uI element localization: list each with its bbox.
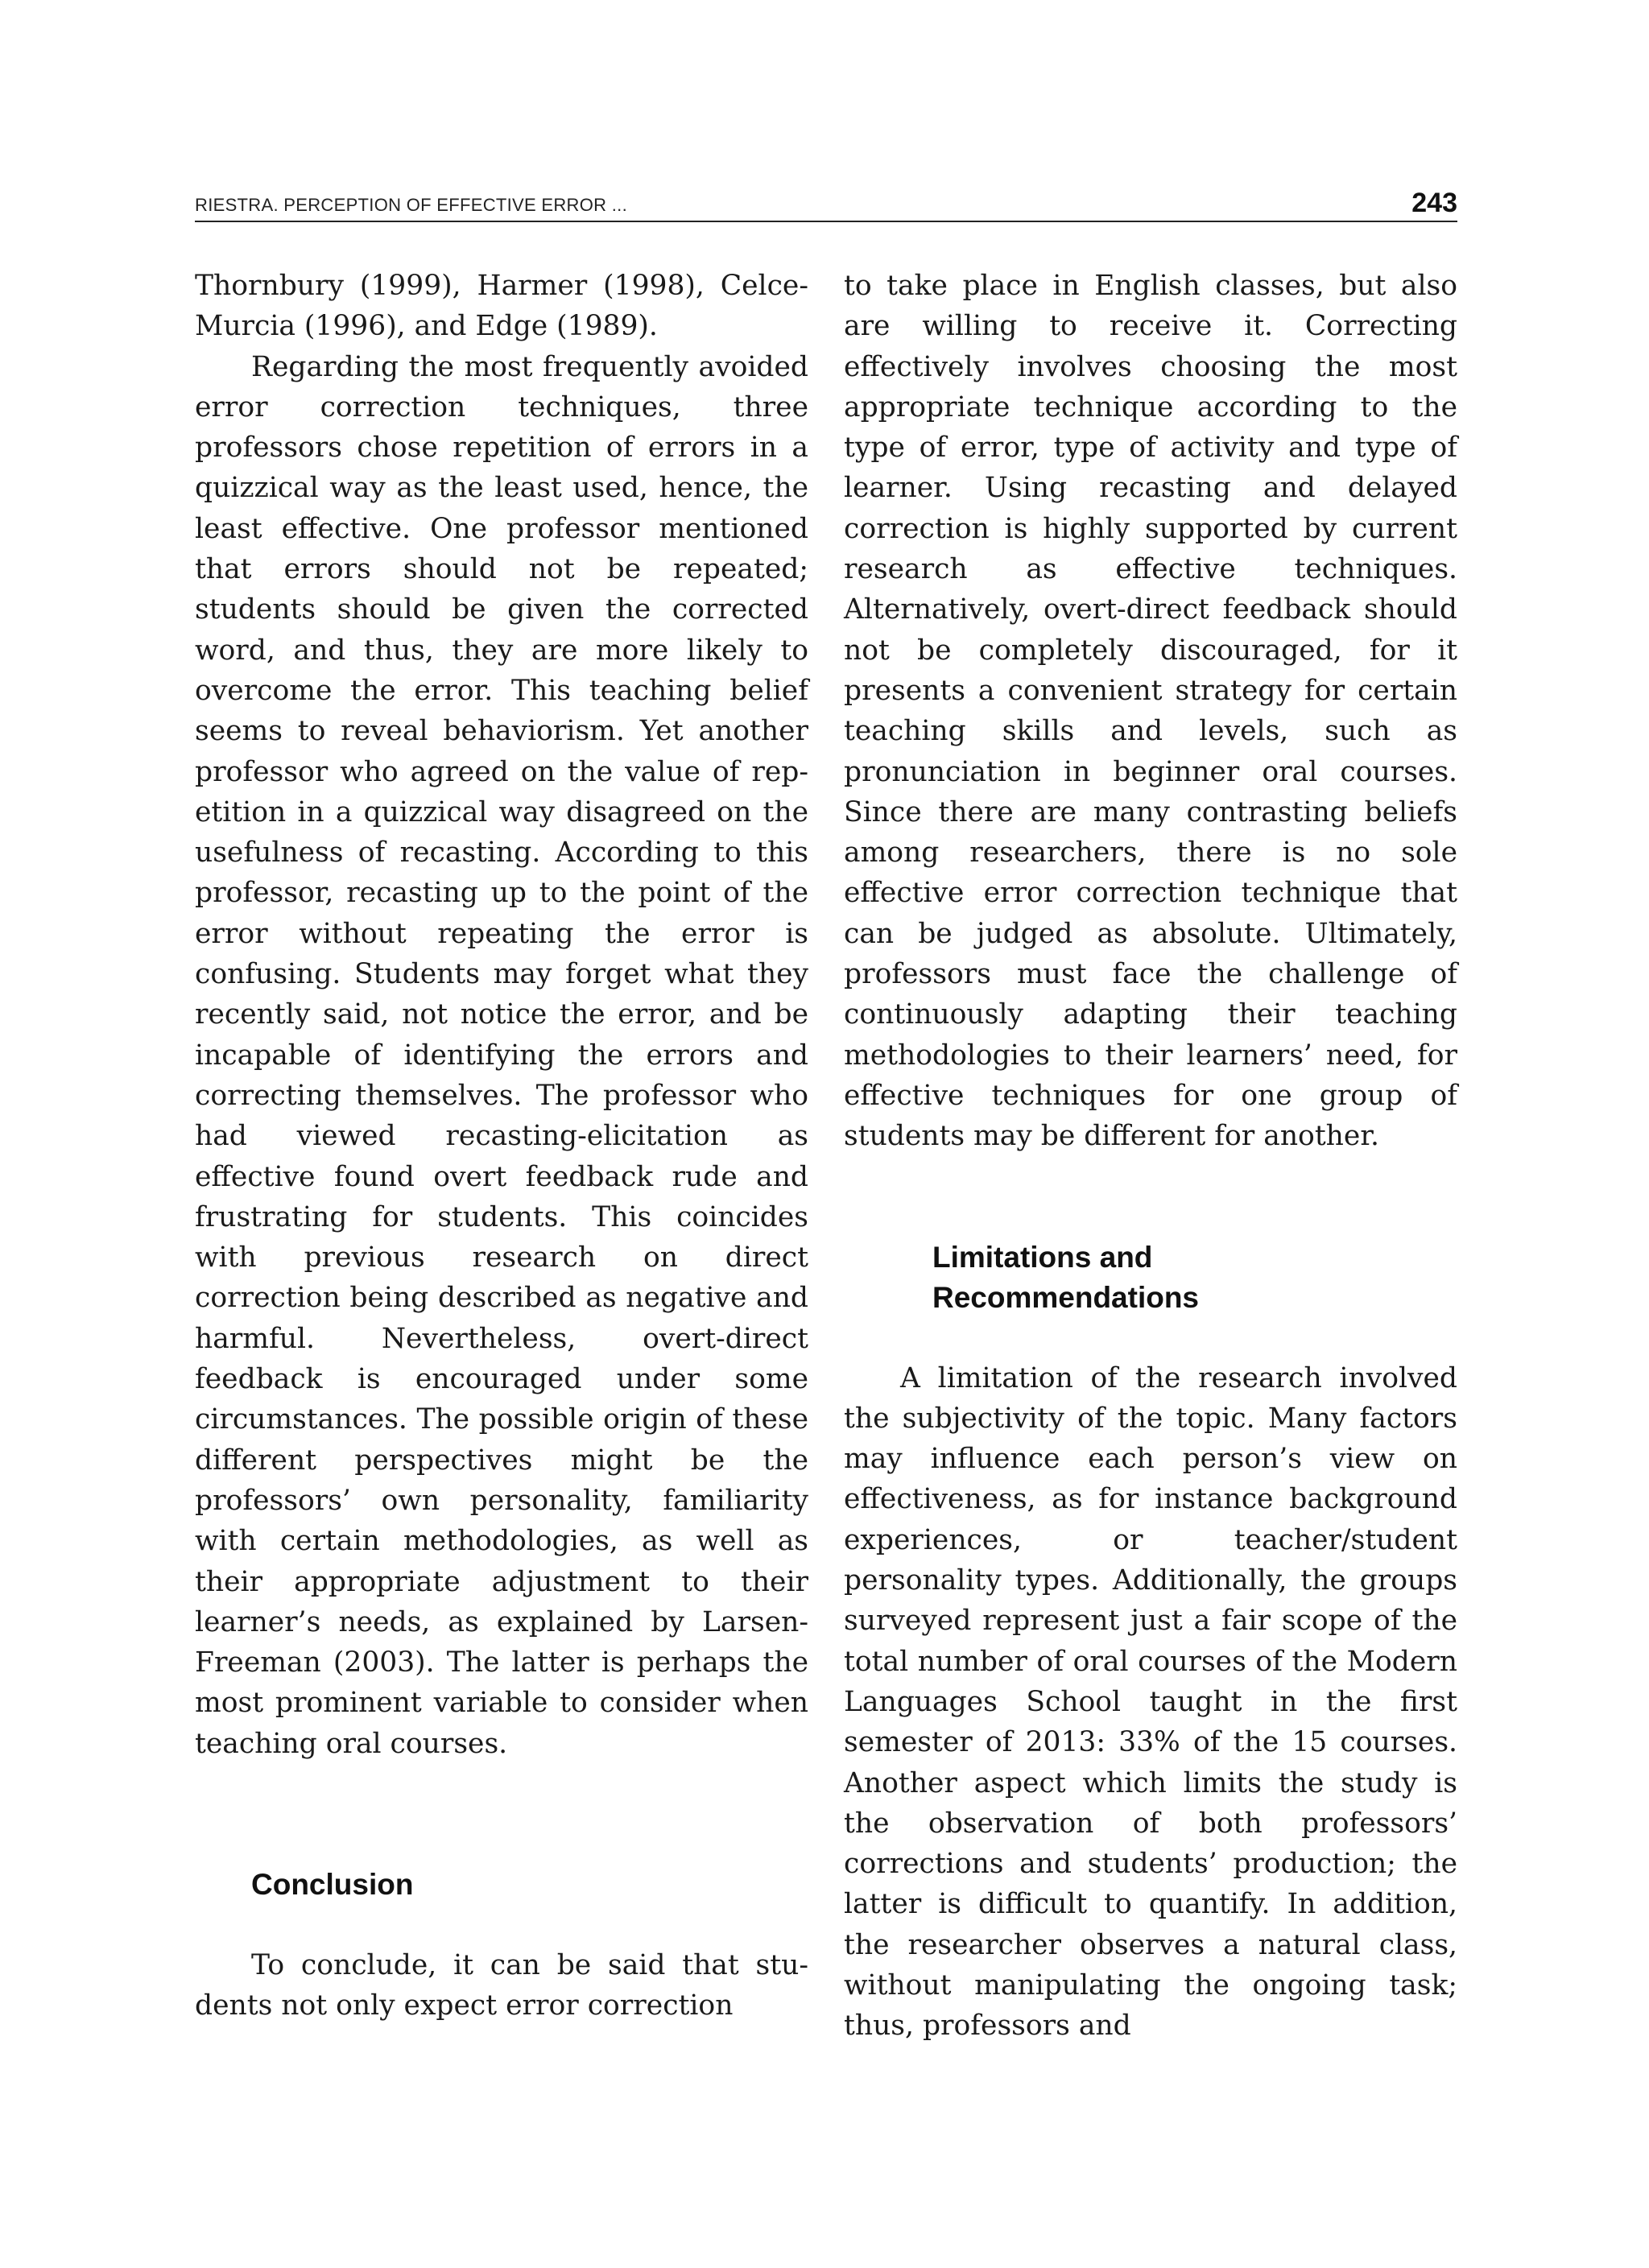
right-column [844,266,1457,2047]
body-paragraph: A limitation of the research involved the subjectivity of the topic. Many factors may influence each person’s view on effectiveness, as for instance background experiences, or teacher/student personality types. Additionally, the groups surveyed represent just a fair scope of the total number of oral courses of the Modern Languages School taught in the first semester of 2013: 33% of the 15 courses. Another aspect which limits the study is the observation of both professors’ corrections and students’ production; the latter is difficult to quantify. In addition, the researcher observes a natural class, without manipulating the ongoing task; thus, professors and [844,1361,1457,2043]
page-number: 243 [1411,188,1457,218]
limitations-heading-line1: Limitations and [932,1240,1153,1274]
limitations-heading [844,1237,1457,1318]
limitations-heading-line2: Recommendations [932,1280,1200,1314]
body-paragraph: Regarding the most frequently avoided error correction techniques, three professors chose repetition of errors in a quizzical way as the least used, hence, the least effective. One professor mentioned that errors should not be repeated; students should be given the corrected word, and thus, they are more likely to overcome the error. This teaching belief seems to reveal behaviorism. Yet another professor who agreed on the value of repetition in a quizzical way disagreed on the usefulness of recasting. According to this professor, recasting up to the point of the error without repeating the error is confusing. Students may forget what they recently said, not notice the error, and be incapable of identifying the errors and correcting themselves. The professor who had viewed recasting-elicitation as effective found overt feedback rude and frustrating for students. This coincides with previous research on direct correction being described as negative and harmful. Nevertheless, overt-direct feedback is encouraged under some circumstances. The possible origin of these different perspectives might be the professors’ own personality, familiarity with certain methodologies, as well as their appropriate adjustment to their learner’s needs, as explained by Larsen-Freeman (2003). The latter is perhaps the most prominent variable to consider when teaching oral courses. [195,350,808,1760]
conclusion-heading: Conclusion [251,1867,414,1901]
running-head: RIESTRA. PERCEPTION OF EFFECTIVE ERROR ... [195,195,627,215]
body-paragraph: To conclude, it can be said that students not only expect error correction [195,1948,808,2022]
page-header [195,184,1457,222]
left-column [195,266,808,2026]
body-paragraph: Thornbury (1999), Harmer (1998), Celce-Murcia (1996), and Edge (1989). [195,270,808,343]
body-paragraph: to take place in English classes, but also are willing to receive it. Correcting effectively involves choosing the most appropriate technique according to the type of error, type of activity and type of learner. Using recasting and delayed correction is highly supported by current research as effective techniques. Alternatively, overt-direct feedback should not be completely discouraged, for it presents a convenient strategy for certain teaching skills and levels, such as pronunciation in beginner oral courses. Since there are many contrasting beliefs among researchers, there is no sole effective error correction technique that can be judged as absolute. Ultimately, professors must face the challenge of continuously adapting their teaching methodologies to their learners’ need, for effective techniques for one group of students may be different for another. [844,270,1457,1153]
